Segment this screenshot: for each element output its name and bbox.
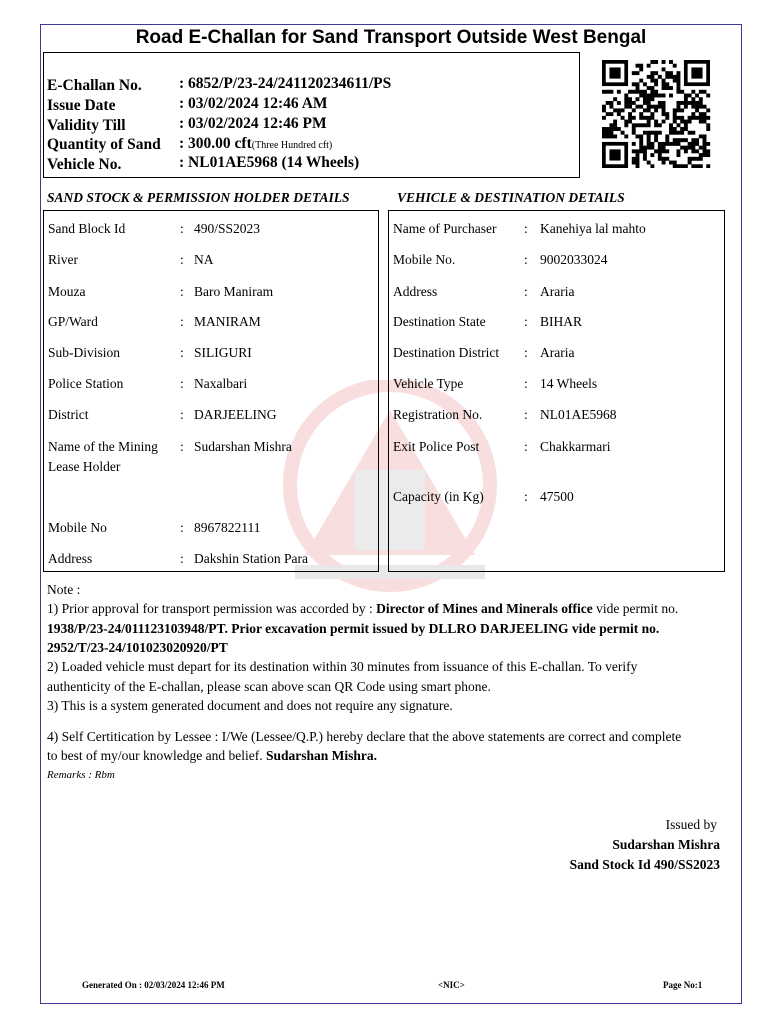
destination-state-label: Destination State — [393, 314, 486, 329]
gp-ward-label: GP/Ward — [48, 314, 98, 329]
colon: : — [180, 407, 184, 422]
challan-no-label: E-Challan No. — [47, 77, 142, 94]
quantity-label: Quantity of Sand — [47, 136, 161, 153]
right-section-title: VEHICLE & DESTINATION DETAILS — [397, 190, 625, 205]
exit-post-value: Chakkarmari — [540, 439, 611, 454]
registration-value: NL01AE5968 — [540, 407, 617, 422]
remarks: Remarks : Rbm — [47, 769, 115, 781]
colon: : — [180, 345, 184, 360]
colon: : — [180, 314, 184, 329]
colon: : — [524, 314, 528, 329]
address-value: Dakshin Station Para — [194, 551, 308, 566]
exit-post-label: Exit Police Post — [393, 439, 480, 454]
purchaser-address-value: Araria — [540, 284, 575, 299]
district-value: DARJEELING — [194, 407, 277, 422]
colon: : — [180, 284, 184, 299]
capacity-value: 47500 — [540, 489, 574, 504]
vehicle-no-label: Vehicle No. — [47, 156, 122, 173]
validity-label: Validity Till — [47, 117, 126, 134]
note-3: 3) This is a system generated document and does not require any signature. — [47, 698, 453, 713]
destination-district-value: Araria — [540, 345, 575, 360]
vehicle-type-value: 14 Wheels — [540, 376, 598, 391]
sub-division-value: SILIGURI — [194, 345, 252, 360]
vehicle-type-label: Vehicle Type — [393, 376, 464, 391]
colon: : — [180, 520, 184, 535]
sand-block-value: 490/SS2023 — [194, 221, 261, 236]
colon: : — [180, 551, 184, 566]
sand-block-label: Sand Block Id — [48, 221, 126, 236]
qr-code[interactable] — [600, 60, 712, 168]
issuer-name: Sudarshan Mishra — [612, 837, 720, 852]
destination-state-value: BIHAR — [540, 314, 583, 329]
issuer-stock-id: Sand Stock Id 490/SS2023 — [569, 857, 720, 872]
note-1-suffix: vide permit no. — [592, 601, 679, 616]
note-1-line-3: 2952/T/23-24/101023020920/PT — [47, 640, 228, 655]
document-title: Road E-Challan for Sand Transport Outside West Bengal — [135, 27, 647, 48]
mobile-label: Mobile No — [48, 520, 107, 535]
issue-date-label: Issue Date — [47, 97, 116, 114]
colon: : — [180, 252, 184, 267]
police-station-value: Naxalbari — [194, 376, 248, 391]
note-4-signatory: Sudarshan Mishra. — [265, 748, 377, 763]
colon: : — [180, 221, 184, 236]
quantity-value-wrap — [179, 135, 332, 153]
note-4-line-1: 4) Self Certitication by Lessee : I/We (Lessee/Q.P.) hereby declare that the above statements are correct and complete — [47, 729, 682, 744]
challan-no-value: : 6852/P/23-24/241120234611/PS — [179, 75, 392, 92]
colon: : — [524, 345, 528, 360]
vehicle-no-value: : NL01AE5968 (14 Wheels) — [179, 154, 360, 171]
left-section-title: SAND STOCK & PERMISSION HOLDER DETAILS — [47, 190, 350, 205]
lease-holder-value: Sudarshan Mishra — [194, 439, 292, 454]
note-1-prefix: 1) Prior approval for transport permission was accorded by : — [47, 601, 377, 616]
note-4-prefix: to best of my/our knowledge and belief. — [47, 748, 266, 763]
river-label: River — [48, 252, 78, 267]
colon: : — [180, 376, 184, 391]
district-label: District — [48, 407, 89, 422]
purchaser-address-label: Address — [393, 284, 438, 299]
colon: : — [524, 439, 528, 454]
note-2-line-1: 2) Loaded vehicle must depart for its destination within 30 minutes from issuance of this E-challan. To verify — [47, 659, 638, 674]
purchaser-mobile-value: 9002033024 — [540, 252, 608, 267]
colon: : — [524, 489, 528, 504]
police-station-label: Police Station — [48, 376, 124, 391]
note-1-office: Director of Mines and Minerals office — [376, 601, 593, 616]
page-number: Page No:1 — [663, 980, 703, 990]
note-2-line-2: authenticity of the E-challan, please scan above scan QR Code using smart phone. — [47, 679, 491, 694]
validity-value: : 03/02/2024 12:46 PM — [179, 115, 327, 132]
note-1 — [47, 601, 678, 617]
mouza-value: Baro Maniram — [194, 284, 274, 299]
colon: : — [524, 252, 528, 267]
lease-holder-label: Name of the Mining Lease Holder — [48, 439, 158, 474]
colon: : — [524, 284, 528, 299]
note-1-line-2: 1938/P/23-24/011123103948/PT. Prior excavation permit issued by DLLRO DARJEELING vide permit no. — [47, 621, 660, 636]
note-4-line-2 — [47, 748, 377, 764]
quantity-words: (Three Hundred cft) — [251, 140, 333, 151]
destination-district-label: Destination District — [393, 345, 500, 360]
sub-division-label: Sub-Division — [48, 345, 121, 360]
issued-by-label: Issued by — [665, 817, 717, 832]
colon: : — [180, 439, 184, 454]
note-heading: Note : — [47, 582, 81, 597]
issue-date-value: : 03/02/2024 12:46 AM — [179, 95, 328, 112]
capacity-label: Capacity (in Kg) — [393, 489, 484, 504]
gp-ward-value: MANIRAM — [194, 314, 261, 329]
registration-label: Registration No. — [393, 407, 483, 422]
colon: : — [524, 221, 528, 236]
colon: : — [524, 407, 528, 422]
purchaser-value: Kanehiya lal mahto — [540, 221, 646, 236]
purchaser-label: Name of Purchaser — [393, 221, 497, 236]
colon: : — [524, 376, 528, 391]
generated-on: Generated On : 02/03/2024 12:46 PM — [82, 980, 225, 990]
purchaser-mobile-label: Mobile No. — [393, 252, 456, 267]
address-label: Address — [48, 551, 93, 566]
mouza-label: Mouza — [48, 284, 86, 299]
mobile-value: 8967822111 — [194, 520, 261, 535]
nic-label: <NIC> — [438, 980, 465, 990]
quantity-value: : 300.00 cft — [179, 135, 252, 152]
river-value: NA — [194, 252, 214, 267]
